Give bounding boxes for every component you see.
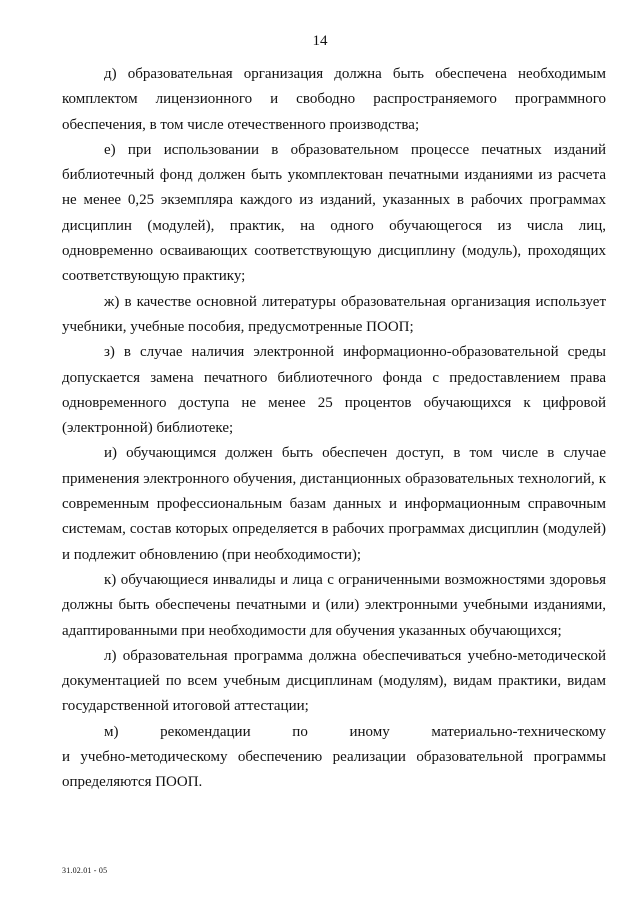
paragraph-e: е) при использовании в образовательном процессе печатных изданий библиотечный фонд должен быть укомплектован печатными изданиями из расчета не менее 0,25 экземпляра каждого из изданий, указанных в рабочих программах дисциплин (модулей), практик, на одного обучающегося из числа лиц, одновременно осваивающих соответствующую дисциплину (модуль), проходящих соответствующую практику; — [62, 141, 606, 285]
paragraph-l: л) образовательная программа должна обеспечиваться учебно-методической документацией по всем учебным дисциплинам (модулям), видам практики, видам государственной итоговой аттестации; — [62, 647, 606, 715]
document-body — [62, 62, 606, 796]
paragraph-d: д) образовательная организация должна быть обеспечена необходимым комплектом лицензионного и свободно распространяемого программного обеспечения, в том числе отечественного производства; — [62, 66, 606, 133]
page-number: 14 — [312, 33, 328, 49]
footer-document-code: 31.02.01 - 05 — [62, 866, 108, 875]
paragraph-m-first-line: м) рекомендации по иному материально-техническому — [104, 723, 606, 740]
paragraph-z: з) в случае наличия электронной информационно-образовательной среды допускается замена печатного библиотечного фонда с предоставлением права одновременного доступа не менее 25 процентов обучающихся к цифровой (электронной) библиотеке; — [62, 344, 606, 437]
paragraph-zh: ж) в качестве основной литературы образовательная организация использует учебники, учебные пособия, предусмотренные ПООП; — [62, 293, 606, 335]
paragraph-m-continuation: и учебно-методическому обеспечению реализации образовательной программы определяются ПООП. — [62, 749, 606, 791]
paragraph-m — [62, 720, 606, 796]
paragraph-k: к) обучающиеся инвалиды и лица с ограниченными возможностями здоровья должны быть обеспечены печатными и (или) электронными учебными изданиями, адаптированными при необходимости для обучения указанных обучающихся; — [62, 571, 606, 639]
paragraph-i: и) обучающимся должен быть обеспечен доступ, в том числе в случае применения электронного обучения, дистанционных образовательных технологий, к современным профессиональным базам данных и информационным справочным системам, состав которых определяется в рабочих программах дисциплин (модулей) и подлежит обновлению (при необходимости); — [62, 445, 606, 563]
